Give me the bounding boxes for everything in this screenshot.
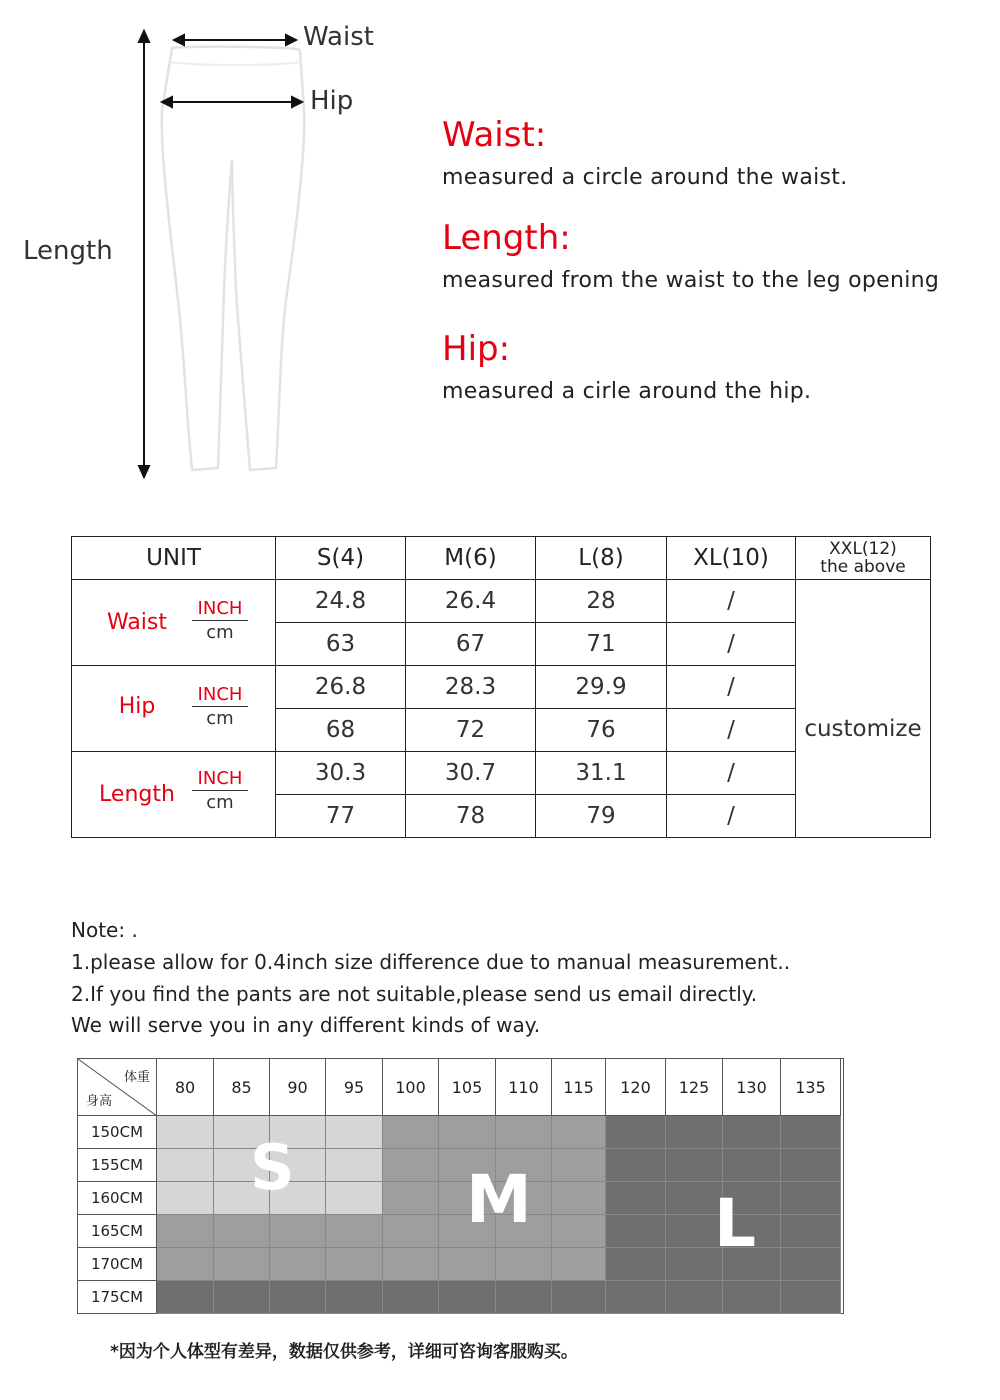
measure-name: Hip — [118, 694, 156, 719]
size-zone-cell — [781, 1182, 841, 1215]
measure-name: Waist — [106, 610, 168, 635]
size-zone-cell — [326, 1116, 383, 1149]
size-zone-cell — [781, 1281, 841, 1314]
size-zone-cell — [781, 1215, 841, 1248]
zone-l-label: L — [714, 1185, 757, 1262]
table-cell: / — [667, 623, 796, 666]
size-zone-cell — [496, 1116, 552, 1149]
size-zone-cell — [326, 1215, 383, 1248]
size-zone-cell — [552, 1149, 606, 1182]
size-zone-cell — [326, 1149, 383, 1182]
footer-disclaimer: *因为个人体型有差异，数据仅供参考，详细可咨询客服购买。 — [110, 1342, 578, 1362]
weight-header: 115 — [552, 1059, 606, 1116]
length-definition-text: measured from the waist to the leg opening — [442, 268, 940, 293]
size-zone-cell — [214, 1215, 270, 1248]
height-row-label: 165CM — [78, 1215, 157, 1248]
chart-corner-cell — [78, 1059, 157, 1116]
unit-header: UNIT — [72, 537, 276, 580]
length-dimension-label: Length — [23, 236, 113, 266]
size-zone-cell — [326, 1248, 383, 1281]
table-cell: 28 — [536, 580, 667, 623]
size-zone-cell — [606, 1149, 666, 1182]
weight-header: 100 — [383, 1059, 439, 1116]
size-zone-cell — [157, 1116, 214, 1149]
table-cell: 79 — [536, 795, 667, 838]
size-zone-cell — [439, 1248, 496, 1281]
weight-header: 135 — [781, 1059, 841, 1116]
size-zone-cell — [552, 1116, 606, 1149]
note-line-3: We will serve you in any different kinds of way. — [71, 1013, 541, 1037]
size-zone-cell — [157, 1215, 214, 1248]
size-zone-cell — [383, 1215, 439, 1248]
weight-header: 90 — [270, 1059, 326, 1116]
size-zone-cell — [552, 1248, 606, 1281]
size-zone-cell — [552, 1215, 606, 1248]
size-zone-cell — [552, 1281, 606, 1314]
weight-header: 110 — [496, 1059, 552, 1116]
table-cell: 71 — [536, 623, 667, 666]
note-line-2: 2.If you find the pants are not suitable,please send us email directly. — [71, 982, 758, 1006]
weight-header: 105 — [439, 1059, 496, 1116]
table-cell: 28.3 — [406, 666, 536, 709]
weight-header: 85 — [214, 1059, 270, 1116]
leggings-shape — [162, 47, 305, 470]
size-zone-cell — [270, 1215, 326, 1248]
xxl-header-line1: XXL(12) — [829, 539, 897, 559]
height-row-label: 150CM — [78, 1116, 157, 1149]
weight-axis-label: 体重 — [123, 1070, 150, 1085]
size-zone-cell — [606, 1182, 666, 1215]
note-line-1: 1.please allow for 0.4inch size difference due to manual measurement.. — [71, 950, 791, 974]
weight-height-chart — [77, 1058, 844, 1314]
size-zone-cell — [439, 1116, 496, 1149]
table-cell: / — [667, 752, 796, 795]
height-row-label: 175CM — [78, 1281, 157, 1314]
size-zone-cell — [157, 1149, 214, 1182]
size-zone-cell — [383, 1248, 439, 1281]
weight-header: 95 — [326, 1059, 383, 1116]
table-cell: / — [667, 709, 796, 752]
size-zone-cell — [214, 1248, 270, 1281]
weight-header: 125 — [666, 1059, 723, 1116]
zone-s-label: S — [250, 1131, 295, 1204]
table-cell: 30.7 — [406, 752, 536, 795]
hip-dimension-label: Hip — [310, 86, 354, 116]
weight-header: 130 — [723, 1059, 781, 1116]
zone-m-label: M — [466, 1161, 532, 1238]
unit-inch-label: INCH — [192, 598, 248, 621]
table-cell: 30.3 — [276, 752, 406, 795]
size-zone-cell — [383, 1116, 439, 1149]
size-zone-cell — [157, 1281, 214, 1314]
table-cell: / — [667, 666, 796, 709]
size-zone-cell — [439, 1281, 496, 1314]
size-zone-cell — [666, 1149, 723, 1182]
height-axis-label: 身高 — [86, 1094, 113, 1109]
unit-cm-label: cm — [206, 708, 234, 729]
weight-header: 120 — [606, 1059, 666, 1116]
unit-inch-label: INCH — [192, 684, 248, 707]
size-zone-cell — [496, 1281, 552, 1314]
table-cell: / — [667, 795, 796, 838]
size-zone-cell — [157, 1182, 214, 1215]
waist-definition-title: Waist: — [442, 115, 547, 155]
table-cell: 26.4 — [406, 580, 536, 623]
weight-header: 80 — [157, 1059, 214, 1116]
size-zone-cell — [270, 1281, 326, 1314]
waist-arrow — [174, 35, 296, 45]
table-cell: 63 — [276, 623, 406, 666]
length-arrow — [139, 31, 149, 477]
table-cell: 78 — [406, 795, 536, 838]
size-table — [71, 536, 931, 838]
table-cell: / — [667, 580, 796, 623]
unit-inch-label: INCH — [192, 768, 248, 791]
length-measure-cell — [72, 752, 276, 838]
size-zone-cell — [606, 1281, 666, 1314]
size-zone-cell — [383, 1149, 439, 1182]
size-zone-cell — [606, 1215, 666, 1248]
size-zone-cell — [214, 1281, 270, 1314]
size-zone-cell — [496, 1248, 552, 1281]
hip-definition-text: measured a cirle around the hip. — [442, 379, 812, 404]
size-header: XL(10) — [667, 537, 796, 580]
xxl-header — [796, 537, 931, 580]
size-zone-cell — [383, 1281, 439, 1314]
table-cell: 77 — [276, 795, 406, 838]
note-heading: Note: . — [71, 918, 138, 942]
table-cell: 24.8 — [276, 580, 406, 623]
size-zone-cell — [326, 1281, 383, 1314]
size-zone-cell — [781, 1248, 841, 1281]
hip-definition-title: Hip: — [442, 329, 511, 369]
unit-cm-label: cm — [206, 622, 234, 643]
table-row — [72, 580, 931, 623]
size-zone-cell — [270, 1248, 326, 1281]
hip-measure-cell — [72, 666, 276, 752]
size-zone-cell — [781, 1116, 841, 1149]
table-cell: 29.9 — [536, 666, 667, 709]
size-zone-cell — [552, 1182, 606, 1215]
table-cell: 72 — [406, 709, 536, 752]
size-table-header — [72, 537, 931, 580]
size-zone-cell — [326, 1182, 383, 1215]
size-zone-cell — [666, 1281, 723, 1314]
size-header: S(4) — [276, 537, 406, 580]
unit-cm-label: cm — [206, 792, 234, 813]
length-definition-title: Length: — [442, 218, 571, 258]
size-header: M(6) — [406, 537, 536, 580]
size-zone-cell — [157, 1248, 214, 1281]
customize-cell: customize — [796, 580, 931, 838]
waist-measure-cell — [72, 580, 276, 666]
table-cell: 31.1 — [536, 752, 667, 795]
table-cell: 68 — [276, 709, 406, 752]
table-cell: 67 — [406, 623, 536, 666]
xxl-header-line2: the above — [820, 557, 906, 577]
waist-definition-text: measured a circle around the waist. — [442, 165, 848, 190]
height-row-label: 170CM — [78, 1248, 157, 1281]
measure-name: Length — [99, 782, 175, 807]
table-cell: 26.8 — [276, 666, 406, 709]
size-zone-cell — [383, 1182, 439, 1215]
size-header: L(8) — [536, 537, 667, 580]
waist-dimension-label: Waist — [303, 22, 374, 52]
size-zone-cell — [781, 1149, 841, 1182]
size-zone-cell — [723, 1149, 781, 1182]
size-zone-cell — [606, 1116, 666, 1149]
size-zone-cell — [723, 1116, 781, 1149]
size-zone-cell — [723, 1281, 781, 1314]
height-row-label: 160CM — [78, 1182, 157, 1215]
table-cell: 76 — [536, 709, 667, 752]
size-zone-cell — [606, 1248, 666, 1281]
height-row-label: 155CM — [78, 1149, 157, 1182]
size-zone-cell — [666, 1116, 723, 1149]
